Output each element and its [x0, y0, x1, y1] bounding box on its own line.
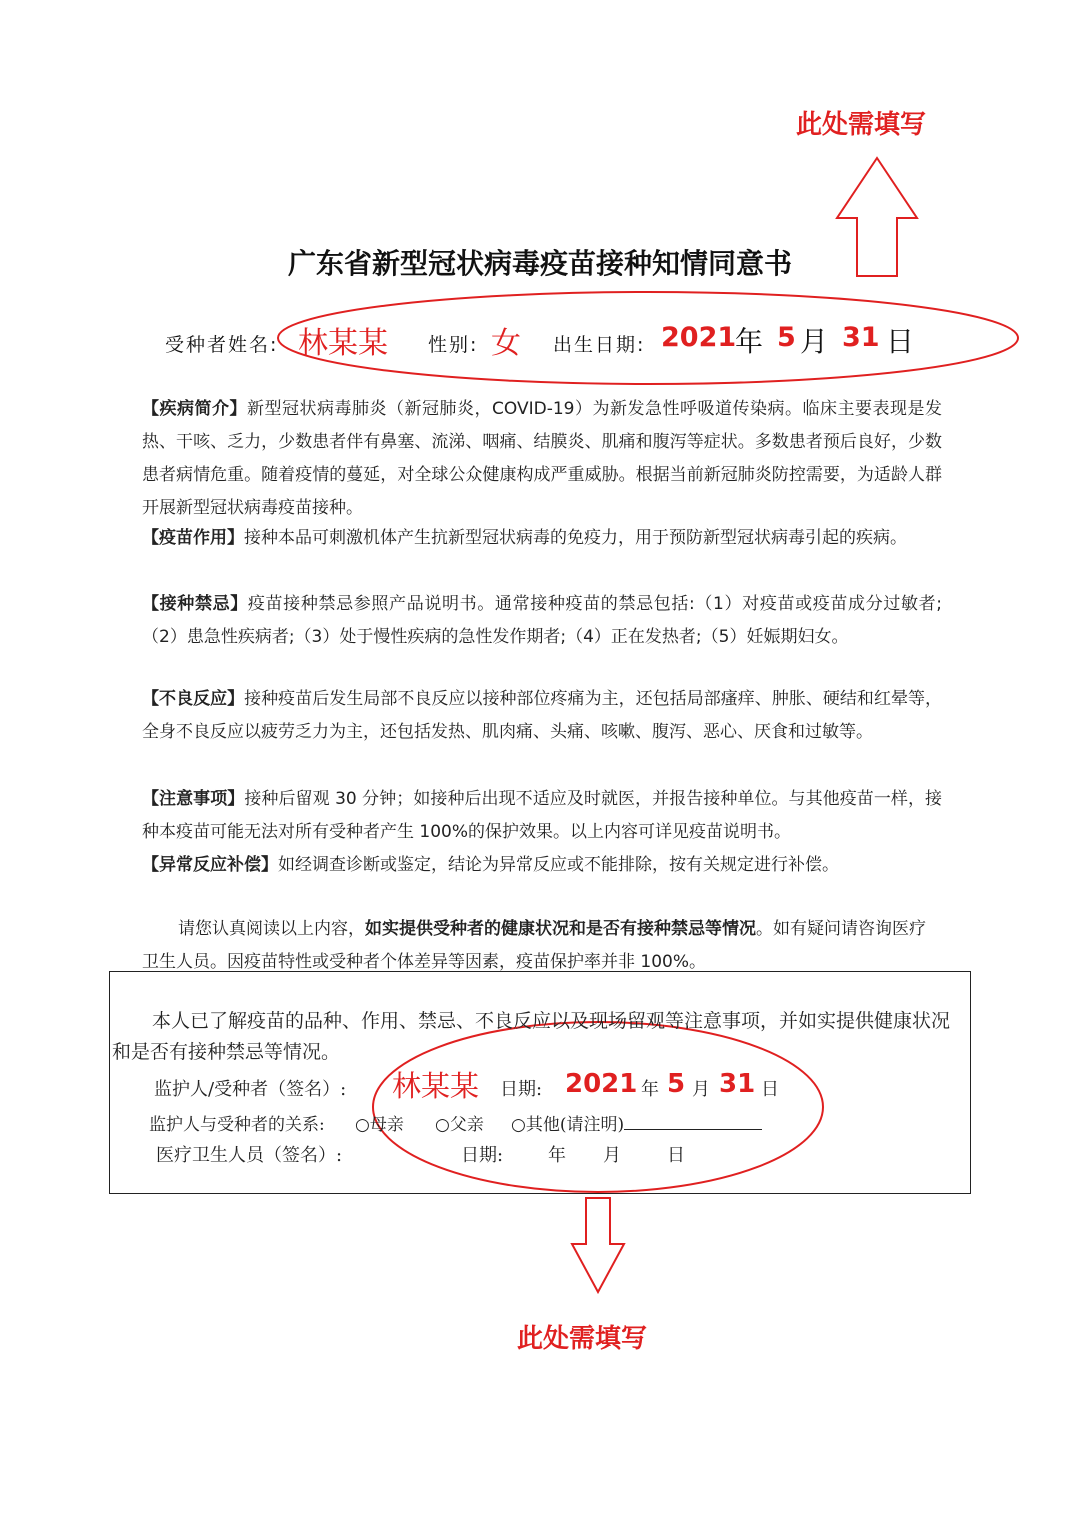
consent-statement	[112, 1006, 968, 1068]
down-arrow-icon	[572, 1198, 624, 1292]
section-disease-intro	[142, 393, 942, 525]
section-head: 【疾病简介】	[142, 399, 248, 419]
annotation-top: 此处需填写	[796, 110, 927, 140]
consent-date-month: 5	[667, 1069, 686, 1099]
section-text: 接种本品可刺激机体产生抗新型冠状病毒的免疫力，用于预防新型冠状病毒引起的疾病。	[244, 528, 907, 548]
section-text: 接种后留观 30 分钟；如接种后出现不适应及时就医，并报告接种单位。与其他疫苗一样，接种本疫苗可能无法对所有受种者产生 100%的保护效果。以上内容可详见疫苗说明书。	[142, 789, 942, 842]
name-label: 受种者姓名:	[165, 334, 279, 356]
relation-other-input[interactable]	[624, 1111, 762, 1130]
dob-year: 2021	[661, 322, 737, 353]
section-compensation	[142, 849, 942, 882]
dob-month-char: 月	[800, 325, 829, 358]
section-contraindications	[142, 588, 942, 654]
reading-part1: 请您认真阅读以上内容，	[178, 919, 365, 939]
consent-statement-text: 本人已了解疫苗的品种、作用、禁忌、不良反应以及现场留观等注意事项，并如实提供健康状况和是否有接种禁忌等情况。	[112, 1010, 951, 1063]
section-head: 【接种禁忌】	[142, 594, 248, 614]
section-precautions	[142, 783, 942, 849]
consent-date-label: 日期:	[500, 1079, 543, 1100]
page-title: 广东省新型冠状病毒疫苗接种知情同意书	[287, 247, 792, 280]
dob-month: 5	[777, 322, 796, 353]
consent-date-year: 2021	[565, 1069, 638, 1099]
sex-value: 女	[491, 326, 521, 361]
section-text: 疫苗接种禁忌参照产品说明书。通常接种疫苗的禁忌包括:（1）对疫苗或疫苗成分过敏者;（2）患急性疾病者;（3）处于慢性疾病的急性发作期者;（4）正在发热者;（5）妊娠期妇女。	[142, 594, 943, 647]
medical-day-char: 日	[667, 1145, 685, 1166]
reading-part2: 。如有疑问请咨询医疗卫生人员。因疫苗特性或受种者个体差异等因素，疫苗保护率并非 100%。	[142, 919, 926, 972]
consent-month-char: 月	[692, 1079, 710, 1100]
section-head: 【不良反应】	[142, 689, 245, 709]
dob-label: 出生日期:	[553, 334, 646, 356]
guardian-label: 监护人/受种者（签名）:	[154, 1079, 347, 1100]
medical-date-label: 日期:	[461, 1145, 504, 1166]
relation-other-label: ○其他(请注明)	[511, 1115, 625, 1135]
section-text: 接种疫苗后发生局部不良反应以接种部位疼痛为主，还包括局部瘙痒、肿胀、硬结和红晕等，全身不良反应以疲劳乏力为主，还包括发热、肌肉痛、头痛、咳嗽、腹泻、恶心、厌食和过敏等。	[142, 689, 943, 742]
name-value: 林某某	[298, 326, 388, 361]
section-vaccine-effect	[142, 522, 942, 555]
dob-day: 31	[842, 322, 880, 353]
section-head: 【异常反应补偿】	[142, 855, 278, 875]
section-adverse-reactions	[142, 683, 942, 749]
dob-day-char: 日	[886, 325, 915, 358]
section-text: 如经调查诊断或鉴定，结论为异常反应或不能排除，按有关规定进行补偿。	[278, 855, 839, 875]
relation-mother-option[interactable]: ○母亲	[355, 1115, 404, 1135]
consent-year-char: 年	[641, 1079, 659, 1100]
consent-date-day: 31	[719, 1069, 756, 1099]
annotation-bottom: 此处需填写	[517, 1324, 648, 1354]
relation-father-option[interactable]: ○父亲	[435, 1115, 484, 1135]
relation-label: 监护人与受种者的关系:	[149, 1115, 325, 1135]
medical-month-char: 月	[603, 1145, 621, 1166]
reading-notice	[142, 913, 942, 979]
section-head: 【注意事项】	[142, 789, 245, 809]
dob-year-char: 年	[735, 325, 764, 358]
reading-bold: 如实提供受种者的健康状况和是否有接种禁忌等情况	[365, 919, 756, 939]
relation-other-option[interactable]	[511, 1110, 762, 1135]
medical-staff-label: 医疗卫生人员（签名）:	[156, 1145, 343, 1166]
guardian-signature[interactable]: 林某某	[392, 1069, 480, 1103]
section-text: 新型冠状病毒肺炎（新冠肺炎，COVID-19）为新发急性呼吸道传染病。临床主要表现是发热、干咳、乏力，少数患者伴有鼻塞、流涕、咽痛、结膜炎、肌痛和腹泻等症状。多数患者预后良好，少数患者病情危重。随着疫情的蔓延，对全球公众健康构成严重威胁。根据当前新冠肺炎防控需要，为适龄人群开展新型冠状病毒疫苗接种。	[142, 399, 943, 518]
consent-day-char: 日	[761, 1079, 779, 1100]
section-head: 【疫苗作用】	[142, 528, 244, 548]
medical-year-char: 年	[548, 1145, 566, 1166]
sex-label: 性别:	[428, 334, 479, 356]
